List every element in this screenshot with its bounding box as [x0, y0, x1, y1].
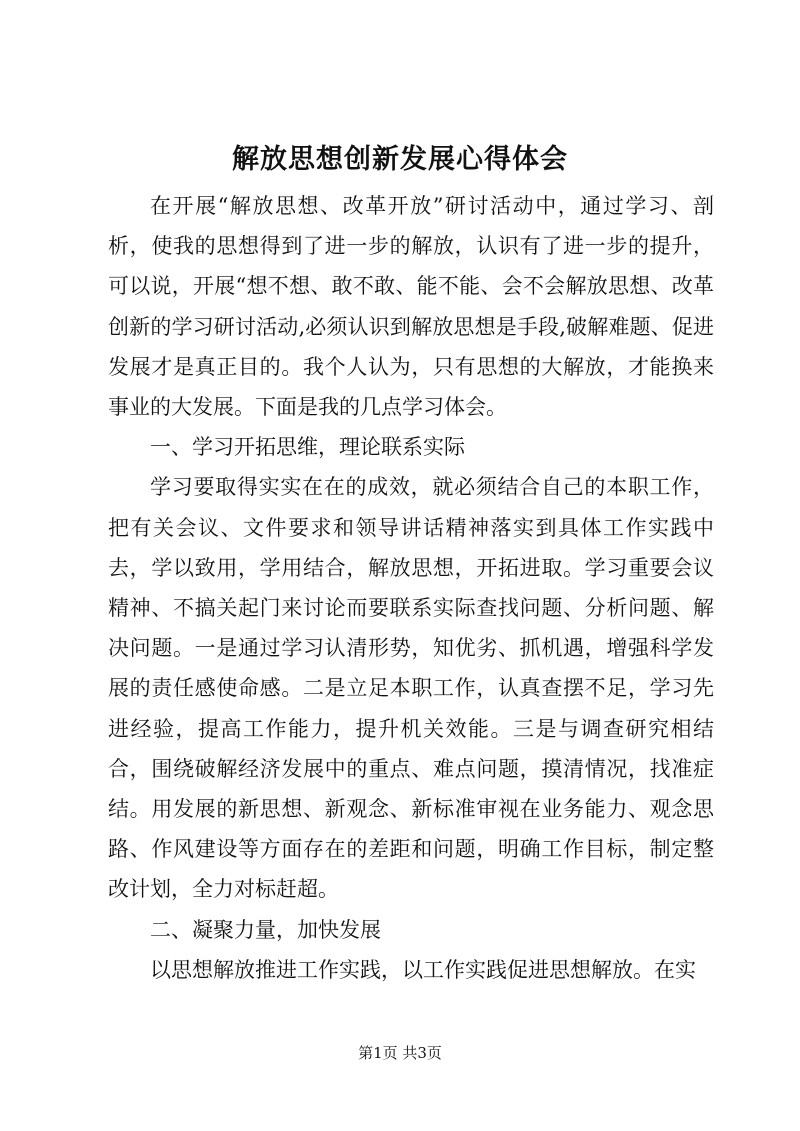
intro-paragraph: 在开展“解放思想、改革开放”研讨活动中，通过学习、剖析，使我的思想得到了进一步的解放，认识有了进一步的提升，可以说，开展“想不想、敢不敢、能不能、会不会解放思想、改革创新的学习研讨活动,必须认识到解放思想是手段,破解难题、促进发展才是真正目的。我个人认为，只有思想的大解放，才能换来事业的大发展。下面是我的几点学习体会。 — [108, 194, 714, 420]
section-2-paragraph: 以思想解放推进工作实践，以工作实践促进思想解放。在实 — [150, 957, 696, 982]
section-heading-1: 一、学习开拓思维，理论联系实际 — [150, 435, 465, 460]
page-number-footer: 第1页 共3页 — [358, 1044, 442, 1062]
document-body — [108, 186, 714, 990]
document-title: 解放思想创新发展心得体会 — [232, 144, 568, 175]
section-heading-2: 二、凝聚力量，加快发展 — [150, 917, 381, 942]
section-1-paragraph: 学习要取得实实在在的成效，就必须结合自己的本职工作，把有关会议、文件要求和领导讲话精神落实到具体工作实践中去，学以致用，学用结合，解放思想，开拓进取。学习重要会议精神、不搞关起门来讨论而要联系实际查找问题、分析问题、解决问题。一是通过学习认清形势，知优劣、抓机遇，增强科学发展的责任感使命感。二是立足本职工作，认真查摆不足，学习先进经验，提高工作能力，提升机关效能。三是与调查研究相结合，围绕破解经济发展中的重点、难点问题，摸清情况，找准症结。用发展的新思想、新观念、新标准审视在业务能力、观念思路、作风建设等方面存在的差距和问题，明确工作目标，制定整改计划，全力对标赶超。 — [108, 475, 714, 902]
